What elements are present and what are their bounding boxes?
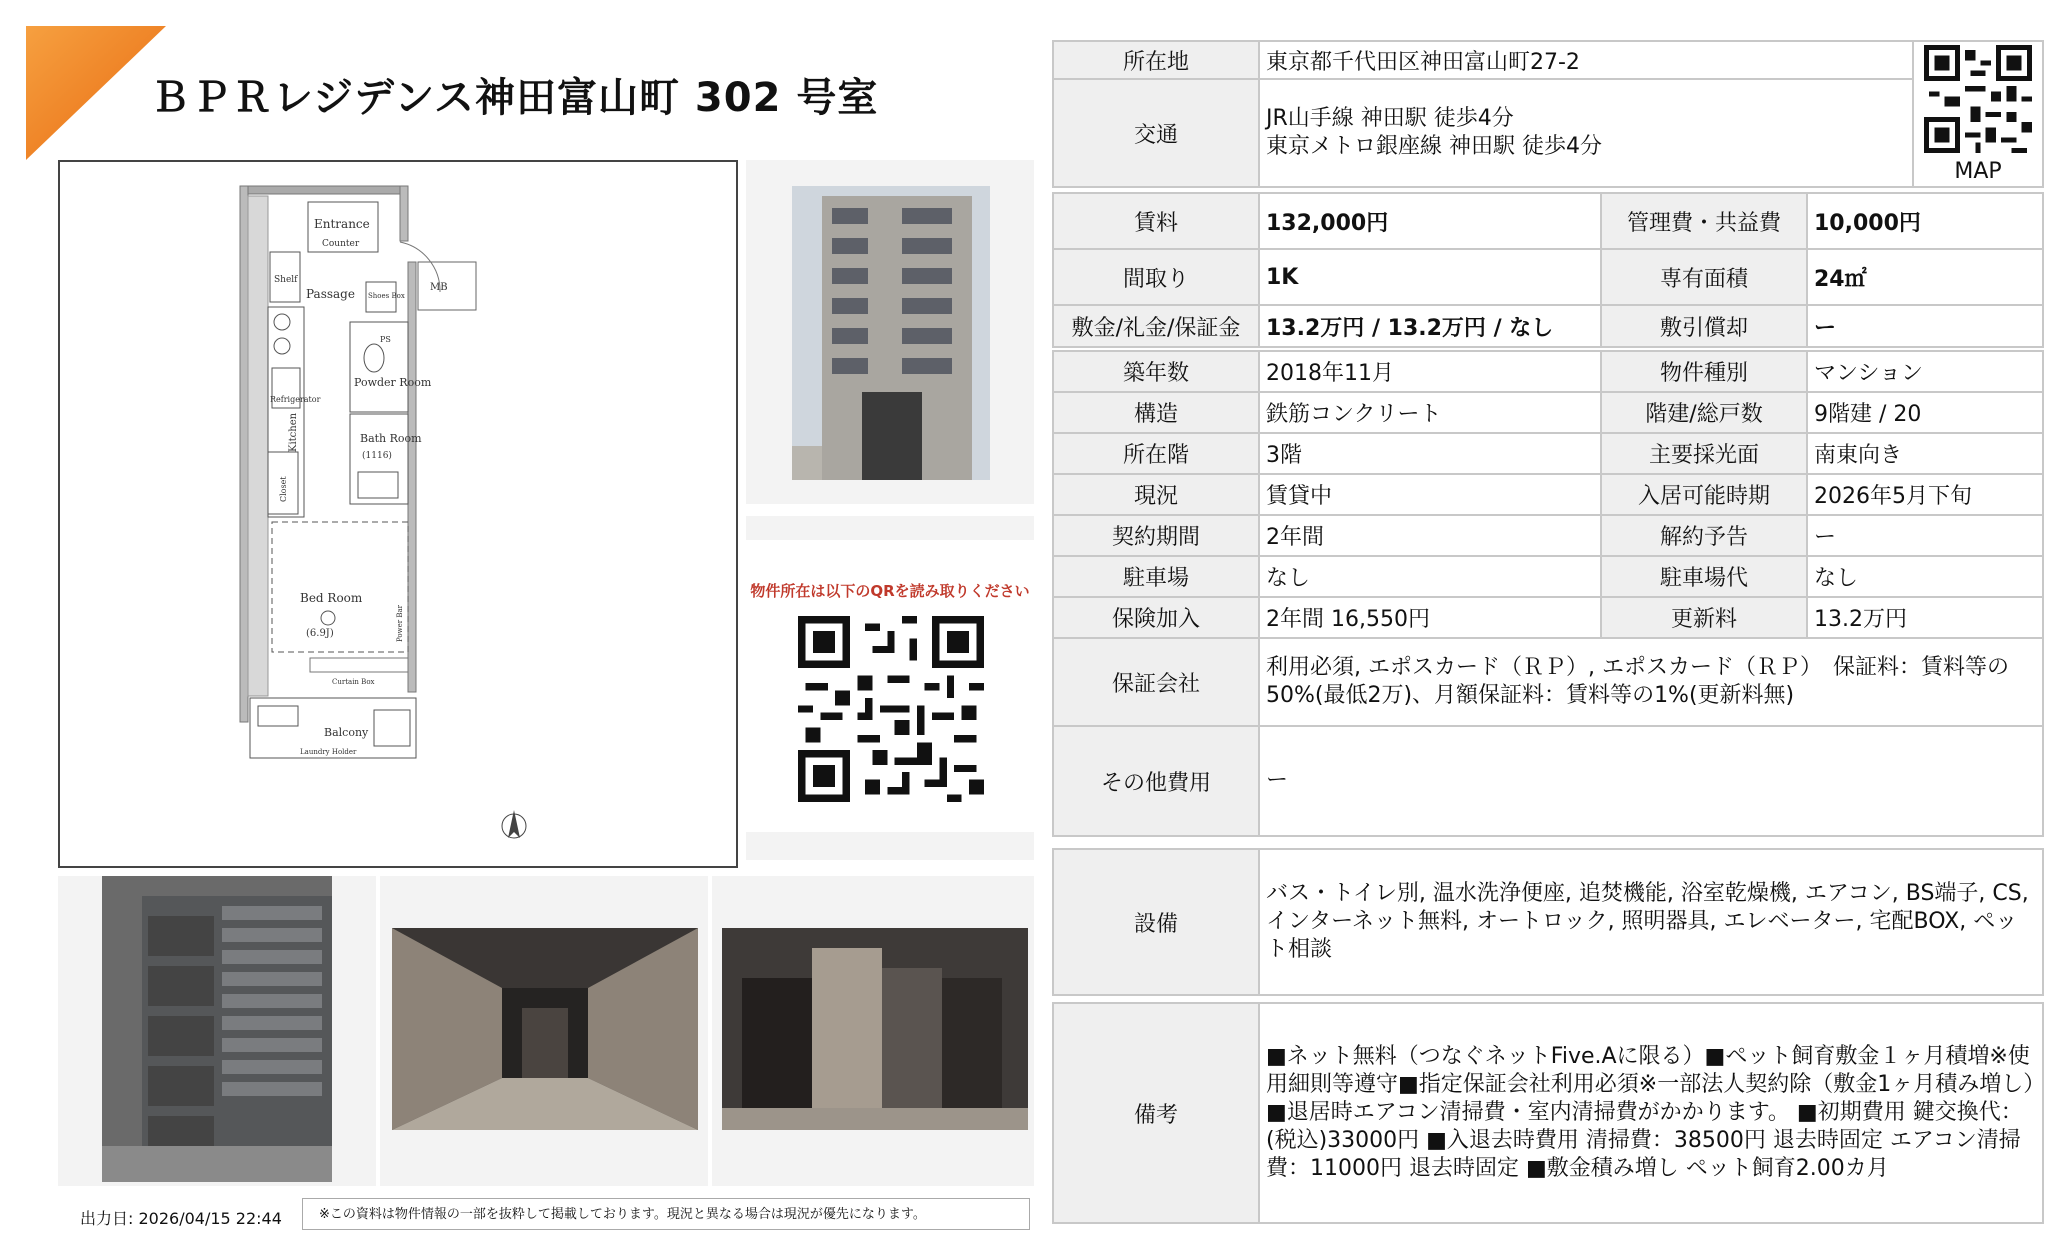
photo-panel-bottom [746,832,1034,860]
output-date: 出力日: 2026/04/15 22:44 [80,1209,282,1228]
mgmt-fee-label: 管理費・共益費 [1601,193,1807,249]
floor-value: 3階 [1259,433,1601,474]
remarks-value: ■ネット無料（つなぐネットFive.Aに限る）■ペット飼育敷金１ヶ月積増※使用細則等遵守■指定保証会社利用必須※一部法人契約除（敷金1ヶ月積み増し）■退居時エアコン清掃費・室内清掃費がかかります。 ■初期費用 鍵交換代：(税込)33000円 ■入退去時費用 清掃費：38500円 退去時固定 エアコン清掃費：11000円 退去時固定 ■敷金積み増し ペット飼育2.00カ月 [1259,1003,2043,1223]
location-table [1052,40,2044,188]
status-label: 現況 [1053,474,1259,515]
floor-plan-ps: PS [380,335,391,344]
compass-icon [508,810,520,838]
layout-label: 間取り [1053,249,1259,305]
layout-value: 1K [1259,249,1601,305]
parking-fee-value: なし [1807,556,2043,597]
parking-label: 駐車場 [1053,556,1259,597]
lobby-photo [722,928,1028,1130]
insurance-label: 保険加入 [1053,597,1259,638]
photo-panel-gap [746,516,1034,540]
floor-plan-refrigerator: Refrigerator [270,395,321,404]
deposit-label: 敷金/礼金/保証金 [1053,305,1259,347]
remarks-table [1052,1002,2044,1224]
floor-plan-bath-size: (1116) [362,451,392,461]
floor-plan [58,160,738,868]
floor-plan-kitchen: Kitchen [288,412,299,452]
map-qr-code[interactable] [1924,45,2032,153]
floor-plan-bath-room: Bath Room [360,432,422,445]
property-type-value: マンション [1807,351,2043,392]
disclaimer-note: ※この資料は物件情報の一部を抜粋して掲載しております。現況と異なる場合は現況が優先になります。 [302,1198,1030,1230]
floor-plan-powder-room: Powder Room [354,376,432,389]
transport-line-1: JR山手線 神田駅 徒歩4分 [1266,106,1514,131]
structure-value: 鉄筋コンクリート [1259,392,1601,433]
built-label: 築年数 [1053,351,1259,392]
parking-fee-label: 駐車場代 [1601,556,1807,597]
details-table [1052,350,2044,837]
floor-plan-balcony: Balcony [324,726,369,739]
other-fees-label: その他費用 [1053,726,1259,836]
notice-value: ー [1807,515,2043,556]
qr-code[interactable] [798,616,984,802]
movein-label: 入居可能時期 [1601,474,1807,515]
area-label: 専有面積 [1601,249,1807,305]
address-value: 東京都千代田区神田富山町27-2 [1259,41,1913,79]
shikibiki-label: 敷引償却 [1601,305,1807,347]
area-value: 24㎡ [1807,249,2043,305]
status-value: 賃貸中 [1259,474,1601,515]
floors-label: 階建/総戸数 [1601,392,1807,433]
renewal-label: 更新料 [1601,597,1807,638]
building-exterior-photo [792,186,990,480]
light-label: 主要採光面 [1601,433,1807,474]
floor-plan-bed-room: Bed Room [300,591,363,605]
rent-table [1052,192,2044,348]
corner-accent [26,26,166,160]
floor-plan-power-bar: Power Bar [396,604,404,642]
page-title: ＢＰＲレジデンス神田富山町 302 号室 [150,75,879,121]
floors-value: 9階建 / 20 [1807,392,2043,433]
shikibiki-value: ー [1807,305,2043,347]
transport-line-2: 東京メトロ銀座線 神田駅 徒歩4分 [1266,134,1602,159]
equipment-table [1052,848,2044,996]
guarantor-value: 利用必須, エポスカード（ＲＰ）, エポスカード（ＲＰ） 保証料：賃料等の50%(最低2万)、月額保証料：賃料等の1%(更新料無) [1259,638,2043,726]
rent-value: 132,000円 [1259,193,1601,249]
floor-plan-entrance: Entrance [314,217,370,231]
equipment-label: 設備 [1053,849,1259,995]
floor-plan-shelf: Shelf [274,275,298,285]
map-label: MAP [1954,158,2002,184]
built-value: 2018年11月 [1259,351,1601,392]
mailbox-photo [102,876,332,1182]
guarantor-label: 保証会社 [1053,638,1259,726]
transport-value [1259,79,1913,187]
qr-caption: 物件所在は以下のQRを読み取りください [750,582,1030,600]
mgmt-fee-value: 10,000円 [1807,193,2043,249]
renewal-value: 13.2万円 [1807,597,2043,638]
floor-plan-shoes-box: Shoes Box [368,292,405,300]
light-value: 南東向き [1807,433,2043,474]
parking-value: なし [1259,556,1601,597]
insurance-value: 2年間 16,550円 [1259,597,1601,638]
floor-plan-laundry-holder: Laundry Holder [300,748,357,756]
movein-value: 2026年5月下旬 [1807,474,2043,515]
deposit-value: 13.2万円 / 13.2万円 / なし [1259,305,1601,347]
map-qr-cell[interactable] [1913,41,2043,187]
floor-plan-counter: Counter [322,239,360,249]
equipment-value: バス・トイレ別, 温水洗浄便座, 追焚機能, 浴室乾燥機, エアコン, BS端子, CS, インターネット無料, オートロック, 照明器具, エレベーター, 宅配BOX, ペット相談 [1259,849,2043,995]
rent-label: 賃料 [1053,193,1259,249]
notice-label: 解約予告 [1601,515,1807,556]
structure-label: 構造 [1053,392,1259,433]
property-type-label: 物件種別 [1601,351,1807,392]
transport-label: 交通 [1053,79,1259,187]
other-fees-value: ー [1259,726,2043,836]
contract-value: 2年間 [1259,515,1601,556]
floor-plan-mb: MB [430,282,448,293]
floor-plan-bed-size: (6.9J) [306,628,334,639]
floor-plan-curtain-box: Curtain Box [332,678,375,686]
floor-plan-passage: Passage [306,287,355,301]
floor-plan-drawing [60,162,736,866]
floor-label: 所在階 [1053,433,1259,474]
contract-label: 契約期間 [1053,515,1259,556]
entrance-hall-photo [392,928,698,1130]
address-label: 所在地 [1053,41,1259,79]
floor-plan-closet: Closet [279,476,288,502]
remarks-label: 備考 [1053,1003,1259,1223]
